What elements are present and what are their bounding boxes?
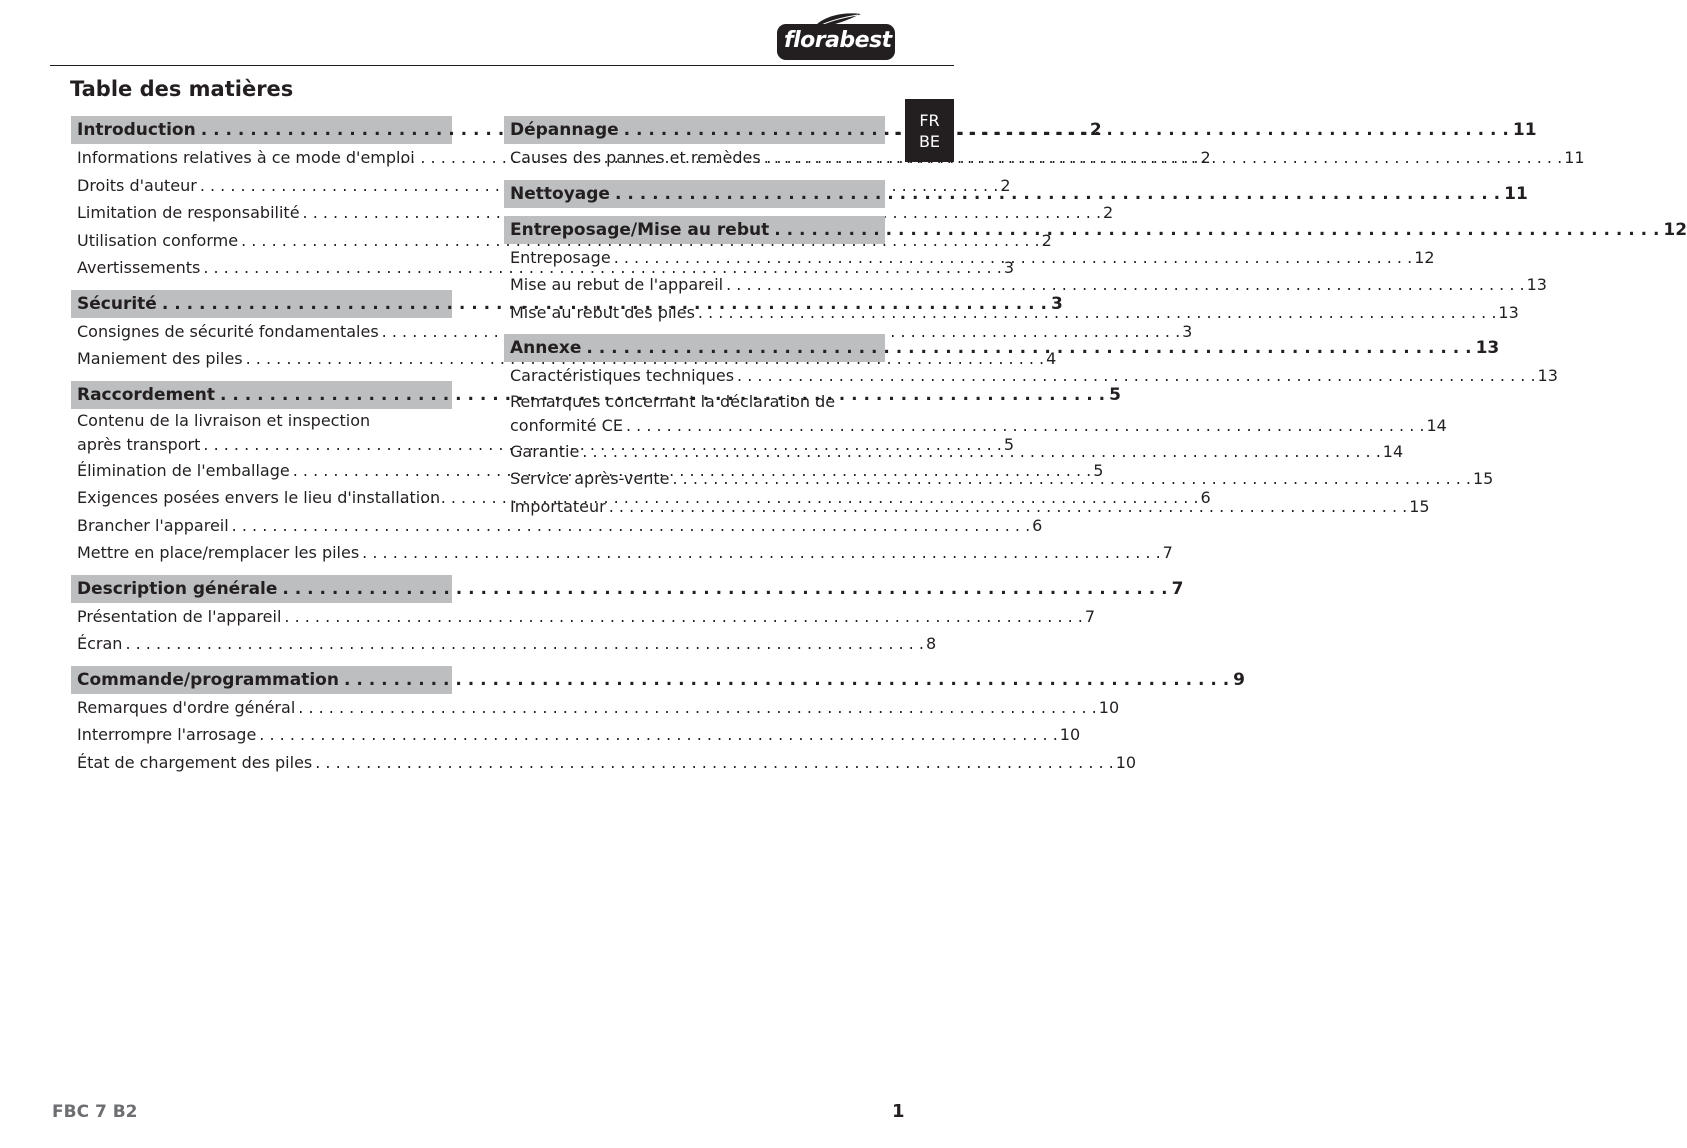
entry-title: Présentation de l'appareil bbox=[77, 606, 282, 626]
section-title: Introduction bbox=[77, 120, 196, 140]
dot-leader bbox=[362, 539, 1161, 567]
dot-leader bbox=[586, 334, 1471, 362]
section-page-number: 7 bbox=[1171, 578, 1184, 599]
dot-leader bbox=[698, 299, 1497, 327]
page-number: 1 bbox=[892, 1101, 905, 1122]
entry-page-number: 4 bbox=[1046, 349, 1057, 368]
dot-leader bbox=[737, 362, 1536, 390]
entry-title: Contenu de la livraison et inspection bbox=[77, 410, 371, 430]
section-page-number: 12 bbox=[1663, 219, 1687, 240]
dot-leader bbox=[315, 749, 1114, 777]
section-title: Entreposage/Mise au rebut bbox=[510, 219, 770, 240]
dot-leader bbox=[614, 244, 1413, 272]
entry-page-number: 13 bbox=[1498, 302, 1519, 322]
toc-section bbox=[71, 666, 1245, 777]
toc-entry[interactable] bbox=[504, 493, 1430, 521]
entry-title: État de chargement des piles bbox=[77, 752, 313, 772]
section-page-number: 11 bbox=[1504, 183, 1528, 204]
entry-title: Interrompre l'arrosage bbox=[77, 725, 257, 744]
dot-leader bbox=[582, 438, 1381, 466]
entry-title-line2: après transport bbox=[77, 434, 201, 454]
toc-section-heading[interactable] bbox=[504, 180, 1528, 208]
entry-title: Exigences posées envers le lieu d'installation bbox=[77, 488, 441, 507]
toc-section-heading[interactable] bbox=[71, 666, 1245, 694]
toc-section-heading[interactable] bbox=[504, 334, 1500, 362]
entry-title: Mise au rebut des piles bbox=[510, 302, 695, 322]
dot-leader bbox=[774, 216, 1659, 244]
model-number: FBC 7 B2 bbox=[52, 1102, 138, 1122]
entry-title: Consignes de sécurité fondamentales bbox=[77, 321, 379, 341]
entry-title: Écran bbox=[77, 634, 123, 653]
entry-page-number: 2 bbox=[1200, 148, 1211, 167]
toc-entry[interactable] bbox=[71, 199, 1114, 227]
toc-entry[interactable] bbox=[504, 144, 1585, 172]
page-title: Table des matières bbox=[70, 77, 294, 101]
entry-title: Service après-vente bbox=[510, 469, 670, 488]
entry-title: Garantie bbox=[510, 441, 580, 461]
entry-page-number: 7 bbox=[1084, 606, 1096, 626]
brand-name: florabest bbox=[784, 28, 892, 53]
toc-entry[interactable] bbox=[504, 299, 1519, 327]
section-title: Raccordement bbox=[77, 384, 215, 405]
dot-leader bbox=[282, 575, 1167, 603]
toc-entry[interactable] bbox=[71, 694, 1120, 722]
language-code-be: BE bbox=[918, 132, 941, 151]
toc-entry[interactable] bbox=[504, 390, 1447, 438]
toc-section-heading[interactable] bbox=[504, 216, 1687, 244]
entry-page-number: 14 bbox=[1426, 415, 1447, 435]
section-page-number: 11 bbox=[1512, 120, 1537, 140]
toc-entry[interactable] bbox=[71, 721, 1081, 749]
entry-page-number: 15 bbox=[1473, 469, 1494, 488]
entry-title: Limitation de responsabilité bbox=[77, 203, 300, 222]
entry-page-number: 5 bbox=[1093, 460, 1104, 480]
toc-entry[interactable] bbox=[504, 362, 1558, 390]
entry-page-number: 7 bbox=[1162, 543, 1173, 562]
toc-section bbox=[504, 334, 1558, 520]
dot-leader bbox=[764, 144, 1563, 172]
dot-leader bbox=[626, 414, 1425, 438]
entry-page-number: 6 bbox=[1200, 488, 1211, 507]
entry-title: Remarques d'ordre général bbox=[77, 697, 296, 717]
entry-title: Entreposage bbox=[510, 247, 611, 267]
language-code-fr: FR bbox=[919, 111, 940, 130]
toc-section-heading[interactable] bbox=[71, 575, 1184, 603]
entry-page-number: 8 bbox=[925, 634, 937, 653]
entry-title: Maniement des piles bbox=[77, 349, 243, 368]
dot-leader bbox=[284, 603, 1083, 631]
toc-entry[interactable] bbox=[504, 244, 1435, 272]
entry-page-number: 15 bbox=[1409, 496, 1430, 516]
header-rule bbox=[50, 65, 954, 66]
dot-leader bbox=[615, 180, 1500, 208]
entry-page-number: 2 bbox=[1000, 175, 1011, 195]
section-title: Commande/programmation bbox=[77, 669, 339, 690]
section-page-number: 5 bbox=[1109, 384, 1121, 405]
entry-page-number: 10 bbox=[1115, 752, 1137, 772]
dot-leader bbox=[298, 694, 1097, 722]
dot-leader bbox=[125, 630, 924, 658]
section-title: Description générale bbox=[77, 578, 278, 599]
entry-title: Avertissements bbox=[77, 258, 201, 277]
dot-leader bbox=[259, 721, 1058, 749]
entry-page-number: 3 bbox=[1003, 258, 1014, 277]
toc-entry[interactable] bbox=[504, 271, 1547, 299]
dot-leader bbox=[624, 116, 1509, 144]
toc-section bbox=[71, 575, 1184, 658]
toc-section bbox=[504, 216, 1687, 327]
entry-title-line2: conformité CE bbox=[510, 415, 623, 435]
entry-page-number: 5 bbox=[1003, 434, 1015, 454]
toc-entry[interactable] bbox=[504, 438, 1404, 466]
toc-entry[interactable] bbox=[504, 465, 1494, 493]
entry-page-number: 2 bbox=[1103, 203, 1114, 222]
toc-entry[interactable] bbox=[71, 630, 937, 658]
entry-title: Utilisation conforme bbox=[77, 230, 239, 250]
entry-page-number: 10 bbox=[1098, 697, 1120, 717]
entry-title: Importateur bbox=[510, 496, 606, 516]
entry-page-number: 12 bbox=[1414, 247, 1435, 267]
entry-title: Mise au rebut de l'appareil bbox=[510, 275, 724, 294]
entry-title: Droits d'auteur bbox=[77, 175, 197, 195]
entry-page-number: 10 bbox=[1059, 725, 1081, 744]
dot-leader bbox=[609, 493, 1408, 521]
toc-entry[interactable] bbox=[71, 749, 1137, 777]
entry-title: Informations relatives à ce mode d'emploi bbox=[77, 148, 415, 167]
entry-page-number: 13 bbox=[1526, 275, 1547, 294]
entry-page-number: 6 bbox=[1032, 515, 1043, 535]
entry-page-number: 13 bbox=[1537, 366, 1558, 385]
section-title: Annexe bbox=[510, 338, 582, 358]
entry-title: Mettre en place/remplacer les piles bbox=[77, 543, 360, 562]
entry-title: Brancher l'appareil bbox=[77, 515, 229, 535]
toc-entry[interactable] bbox=[71, 603, 1096, 631]
toc-entry[interactable] bbox=[71, 539, 1173, 567]
entry-title: Élimination de l'emballage bbox=[77, 460, 290, 480]
entry-title: Causes des pannes et remèdes bbox=[510, 148, 761, 167]
entry-page-number: 11 bbox=[1564, 148, 1585, 167]
florabest-logo bbox=[777, 14, 895, 60]
entry-page-number: 2 bbox=[1041, 230, 1052, 250]
toc-entry[interactable] bbox=[71, 318, 1193, 346]
section-title: Nettoyage bbox=[510, 183, 610, 204]
entry-title-continued bbox=[510, 414, 1447, 438]
section-title: Sécurité bbox=[77, 293, 157, 314]
section-page-number: 2 bbox=[1089, 120, 1102, 140]
entry-page-number: 3 bbox=[1182, 321, 1193, 341]
entry-title: Caractéristiques techniques bbox=[510, 366, 735, 385]
entry-page-number: 14 bbox=[1382, 441, 1404, 461]
toc-entry[interactable] bbox=[71, 512, 1043, 540]
section-page-number: 9 bbox=[1233, 669, 1245, 690]
dot-leader bbox=[344, 666, 1229, 694]
toc-section bbox=[504, 180, 1528, 208]
section-page-number: 13 bbox=[1475, 338, 1500, 358]
dot-leader bbox=[726, 271, 1525, 299]
dot-leader bbox=[673, 465, 1472, 493]
entry-title: Remarques concernant la déclaration de bbox=[510, 391, 836, 411]
section-title: Dépannage bbox=[510, 120, 619, 140]
section-page-number: 3 bbox=[1051, 293, 1063, 314]
